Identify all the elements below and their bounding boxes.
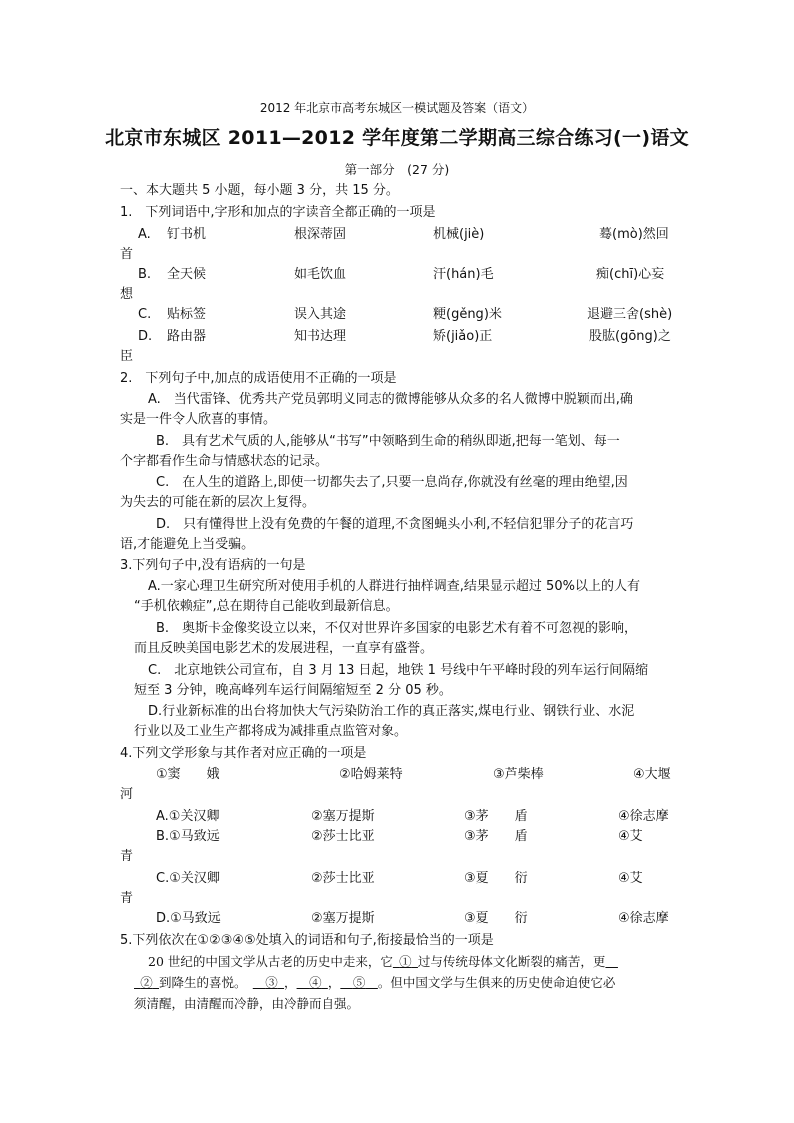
option-wrap: 首	[120, 247, 134, 262]
option-wrap: 青	[120, 891, 134, 906]
option-word: 退避三舍(shè)	[587, 307, 673, 322]
passage-line-1	[148, 953, 618, 971]
option-word: 痴(chī)心妄	[596, 267, 665, 282]
document-header: 2012 年北京市高考东城区一模试题及答案（语文）	[259, 101, 535, 115]
passage-line-2: ② 到降生的喜悦。 ③ ， ④ ， ⑤ 。但中国文学与生俱来的历史使命迫使它必	[134, 974, 615, 992]
option-label: B.①马致远	[156, 829, 220, 844]
option-text: 个字都看作生命与情感状态的记录。	[120, 454, 329, 469]
option-text: C. 在人生的道路上,即使一切都失去了,只要一息尚存,你就没有丝毫的理由绝望,因	[156, 475, 628, 490]
blank-5	[340, 975, 378, 990]
option-text: C. 北京地铁公司宣布，自 3 月 13 日起，地铁 1 号线中午平峰时段的列车运行间隔缩	[148, 663, 649, 678]
option-author: ③夏 衍	[464, 871, 528, 886]
option-author: ②塞万提斯	[311, 911, 375, 926]
question-stem: 3.下列句子中,没有语病的一句是	[120, 558, 306, 573]
option-word: 全天候	[167, 267, 207, 282]
blank-underline	[605, 954, 618, 969]
option-label: A.	[138, 227, 151, 242]
passage-text: 过与传统母体文化断裂的痛苦，更	[417, 954, 606, 969]
work-title: ①窦 娥	[156, 767, 220, 782]
option-text: 语,才能避免上当受骗。	[120, 537, 255, 552]
works-wrap: 河	[120, 787, 134, 802]
option-word: 粳(gěng)米	[433, 307, 502, 322]
option-label: D.①马致远	[156, 911, 221, 926]
option-word: 路由器	[167, 329, 207, 344]
section-heading: 一、本大题共 5 小题，每小题 3 分，共 15 分。	[120, 183, 399, 198]
passage-line-3: 须清醒，由清醒而冷静，由冷静而自强。	[134, 996, 360, 1011]
option-label: C.	[138, 307, 152, 322]
option-text: 实是一件令人欣喜的事情。	[120, 412, 277, 427]
option-word: 贴标签	[167, 307, 207, 322]
passage-text: 20 世纪的中国文学从古老的历史中走来，它	[148, 954, 393, 969]
blank-4	[297, 975, 328, 990]
option-wrap: 青	[120, 849, 134, 864]
option-author: ③茅 盾	[464, 829, 528, 844]
question-stem: 5.下列依次在①②③④⑤处填入的词语和句子,衔接最恰当的一项是	[120, 933, 494, 948]
option-text: “手机依赖症”,总在期待自己能收到最新信息。	[134, 599, 399, 614]
work-title: ③芦柴棒	[493, 767, 544, 782]
question-stem: 1. 下列词语中,字形和加点的字读音全都正确的一项是	[120, 205, 436, 220]
option-word: 钉书机	[167, 227, 207, 242]
option-text: A. 当代雷锋、优秀共产党员郭明义同志的微博能够从众多的名人微博中脱颖而出,确	[148, 392, 633, 407]
option-author: ③茅 盾	[464, 809, 528, 824]
option-label: B.	[138, 267, 152, 282]
option-text: 行业以及工业生产都将成为减排重点监管对象。	[134, 724, 408, 739]
option-text: D.行业新标准的出台将加快大气污染防治工作的真正落实,煤电行业、钢铁行业、水泥	[148, 704, 635, 719]
option-wrap: 想	[120, 287, 134, 302]
blank-number: ①	[399, 954, 412, 969]
option-label: C.①关汉卿	[156, 871, 220, 886]
option-author: ②莎士比亚	[311, 871, 375, 886]
option-author: ②莎士比亚	[311, 829, 375, 844]
option-text: A.一家心理卫生研究所对使用手机的人群进行抽样调查,结果显示超过 50%以上的人有	[148, 579, 640, 594]
option-author: ④艾	[618, 829, 643, 844]
question-stem: 4.下列文学形象与其作者对应正确的一项是	[120, 746, 367, 761]
work-title: ②哈姆莱特	[339, 767, 403, 782]
option-word: 矫(jiǎo)正	[433, 329, 493, 344]
option-text: B. 具有艺术气质的人,能够从“书写”中领略到生命的稍纵即逝,把每一笔划、每一	[156, 434, 620, 449]
blank-number: ④	[309, 975, 322, 990]
option-word: 误入其途	[294, 307, 347, 322]
page-title: 北京市东城区 2011—2012 学年度第二学期高三综合练习(一)语文	[105, 127, 689, 149]
blank-3	[253, 975, 284, 990]
option-text: B. 奥斯卡金像奖设立以来，不仅对世界许多国家的电影艺术有着不可忽视的影响，	[156, 621, 638, 636]
option-author: ②塞万提斯	[311, 809, 375, 824]
option-text: D. 只有懂得世上没有免费的午餐的道理,不贪图蝇头小利,不轻信犯罪分子的花言巧	[156, 517, 634, 532]
blank-number: ⑤	[352, 975, 366, 990]
option-word: 股肱(gōng)之	[589, 329, 671, 344]
option-word: 如毛饮血	[294, 267, 347, 282]
option-word: 机械(jiè)	[433, 227, 485, 242]
option-word: 蓦(mò)然回	[599, 227, 669, 242]
blank-1	[393, 954, 418, 969]
option-label: A.①关汉卿	[156, 809, 220, 824]
blank-2	[134, 975, 159, 990]
blank-number: ③	[265, 975, 278, 990]
option-author: ③夏 衍	[464, 911, 528, 926]
work-title: ④大堰	[633, 767, 671, 782]
passage-text: 到降生的喜悦。	[159, 975, 247, 990]
option-author: ④艾	[618, 871, 643, 886]
question-stem: 2. 下列句子中,加点的成语使用不正确的一项是	[120, 371, 397, 386]
option-word: 根深蒂固	[294, 227, 347, 242]
passage-text: 。但中国文学与生俱来的历史使命迫使它必	[377, 975, 616, 990]
option-word: 知书达理	[294, 329, 347, 344]
option-label: D.	[138, 329, 153, 344]
option-wrap: 臣	[120, 349, 134, 364]
option-text: 为失去的可能在新的层次上复得。	[120, 495, 316, 510]
option-word: 汗(hán)毛	[433, 267, 494, 282]
option-author: ④徐志摩	[618, 911, 669, 926]
blank-number: ②	[140, 975, 153, 990]
part-heading: 第一部分 (27 分)	[344, 162, 450, 177]
option-text: 短至 3 分钟，晚高峰列车运行间隔缩短至 2 分 05 秒。	[134, 683, 452, 698]
option-author: ④徐志摩	[618, 809, 669, 824]
option-text: 而且反映美国电影艺术的发展进程，一直享有盛誉。	[134, 641, 434, 656]
